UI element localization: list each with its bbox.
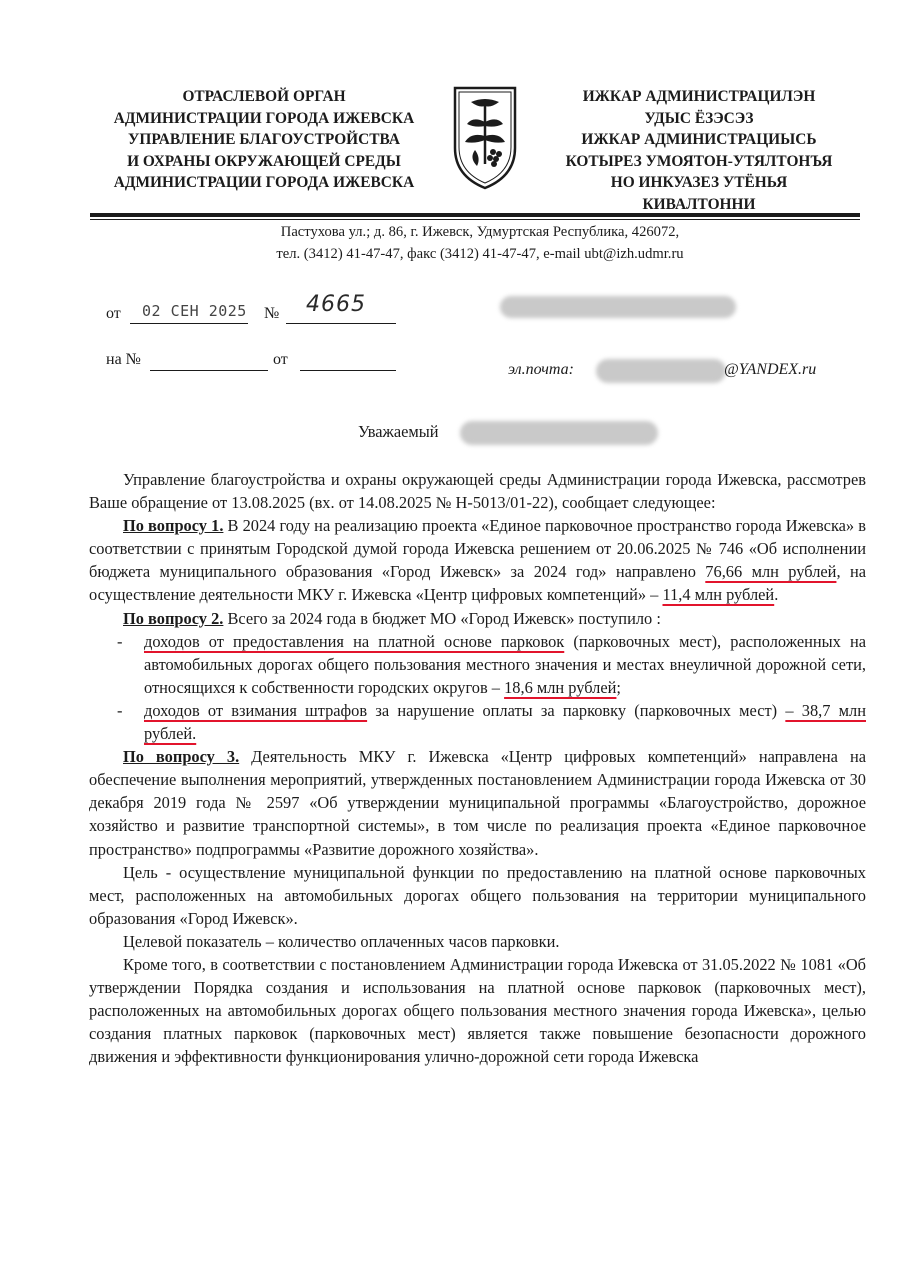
question-1-text-cont: , на осуществление деятельности МКУ г. Ижевска «Центр цифровых компетенций» – — [89, 562, 866, 605]
header-right-line: ИЖКАР АДМИНИСТРАЦИЫСЬ — [581, 131, 817, 148]
header-left-line: АДМИНИСТРАЦИИ ГОРОДА ИЖЕВСКА — [113, 109, 415, 127]
redacted-recipient-name — [500, 296, 736, 318]
goal-paragraph: Цель - осуществление муниципальной функции по предоставлению на платной основе парковочных мест, расположенных на автомобильных дорогах общего пользования на территории муниципального образования «Город Ижевск». — [89, 862, 866, 928]
indicator-paragraph: Целевой показатель – количество оплаченных часов парковки. — [123, 931, 560, 951]
redacted-email-user — [596, 359, 726, 383]
handwritten-number: 4665 — [306, 292, 366, 317]
header-right-line: КИВАЛТОННИ — [642, 195, 756, 213]
list-item — [89, 630, 866, 699]
additional-paragraph: Кроме того, в соответствии с постановлением Администрации города Ижевска от 31.05.2022 № 1081 «Об утверждении Порядка создания и использования на платной основе парковок (парковочных мест), расположенных на автомобильных дорогах общего пользования местного значения города Ижевска», целью создания платных парковок (парковочных мест) является также повышение безопасности дорожного движения и эффективности функционирования улично-дорожной сети города Ижевска — [89, 954, 866, 1067]
header-right-line: УДЫС ЁЗЭСЭЗ — [644, 109, 754, 127]
question-3-text: Деятельность МКУ г. Ижевска «Центр цифровых компетенций» направлена на обеспечение выполнения мероприятий, утвержденных постановлением Администрации города Ижевска от 30 декабря 2019 года № 2597 «Об утверждении муниципальной программы «Благоустройство, дорожное хозяйство и развитие транспортной системы», в том числе по реализация проекта «Единое парковочное пространство» подпрограммы «Развитие дорожного хозяйства». — [89, 747, 866, 859]
amount-highlight: 18,6 млн рублей — [504, 677, 617, 697]
number-underline — [286, 323, 396, 324]
list-dash: - — [117, 700, 123, 720]
list-item-text: (парковочных мест), расположенных на автомобильных дорогах общего пользования местного значения и местах внеуличной дорожной сети, относящихся к собственности городских округов – — [144, 631, 866, 697]
header-divider-thick — [90, 213, 860, 217]
list-item — [89, 699, 866, 745]
header-right-line: КОТЫРЕЗ УМОЯТОН-УТЯЛТОНЪЯ — [565, 152, 833, 170]
number-label: № — [264, 305, 280, 322]
address-block — [190, 221, 770, 265]
list-item-text: за нарушение оплаты за парковку (парковочных мест) — [375, 700, 778, 720]
amount-highlight: – 38,7 млн рублей. — [144, 700, 866, 744]
coat-of-arms-icon — [447, 82, 523, 192]
header-left-line: ОТРАСЛЕВОЙ ОРГАН — [182, 88, 346, 105]
amount-highlight: 76,66 млн рублей — [705, 562, 837, 582]
date-underline — [130, 323, 248, 324]
header-left-line: АДМИНИСТРАЦИИ ГОРОДА ИЖЕВСКА — [113, 174, 415, 191]
amount-highlight: 11,4 млн рублей — [662, 585, 775, 605]
address-line: тел. (3412) 41-47-47, факс (3412) 41-47-47, e-mail ubt@izh.udmr.ru — [276, 246, 684, 262]
email-domain: @YANDEX.ru — [724, 361, 817, 378]
question-2-paragraph — [89, 607, 866, 630]
question-1-paragraph — [89, 514, 866, 606]
header-right-line: ИЖКАР АДМИНИСТРАЦИЛЭН — [582, 88, 816, 105]
email-label: эл.почта: — [508, 361, 574, 378]
letter-body — [89, 468, 866, 1068]
reference-date-underline — [300, 370, 396, 371]
question-1-label: По вопросу 1. — [123, 516, 224, 536]
period: . — [774, 585, 779, 605]
header-divider-thin — [90, 219, 860, 220]
question-2-text: Всего за 2024 года в бюджет МО «Город Ижевск» поступило : — [227, 608, 661, 628]
income-highlight: доходов от взимания штрафов — [144, 700, 368, 720]
organization-name-udmurt — [532, 86, 866, 215]
reference-date-label: от — [273, 351, 288, 368]
intro-paragraph: Управление благоустройства и охраны окружающей среды Администрации города Ижевска, рассмотрев Ваше обращение от 13.08.2025 (вх. от 14.08.2025 № Н-5013/01-22), сообщает следующее: — [89, 470, 866, 513]
income-highlight: доходов от предоставления на платной основе парковок — [144, 631, 565, 651]
organization-name-russian — [78, 86, 450, 194]
reference-number-label: на № — [106, 351, 141, 368]
header-left-line: УПРАВЛЕНИЕ БЛАГОУСТРОЙСТВА — [128, 131, 400, 148]
question-2-label: По вопросу 2. — [123, 608, 224, 628]
date-label: от — [106, 305, 121, 322]
header-left-line: И ОХРАНЫ ОКРУЖАЮЩЕЙ СРЕДЫ — [127, 152, 401, 170]
date-stamp: 02 СЕН 2025 — [142, 302, 247, 320]
list-dash: - — [117, 631, 123, 651]
reference-number-underline — [150, 370, 268, 371]
question-3-label: По вопросу 3. — [123, 747, 240, 767]
greeting: Уважаемый — [358, 422, 439, 441]
semicolon: ; — [616, 677, 621, 697]
redacted-greeting-name — [460, 421, 658, 445]
question-3-paragraph — [89, 745, 866, 860]
question-1-text: В 2024 году на реализацию проекта «Единое парковочное пространство города Ижевска» в соответствии с принятым Городской думой города Ижевска решением от 20.06.2025 № 746 «Об исполнении бюджета муниципального образования «Город Ижевск» за 2024 год» направлено — [89, 516, 866, 582]
address-line: Пастухова ул.; д. 86, г. Ижевск, Удмуртская Республика, 426072, — [280, 224, 680, 240]
header-right-line: НО ИНКУАЗЕЗ УТЁНЬЯ — [610, 174, 788, 191]
